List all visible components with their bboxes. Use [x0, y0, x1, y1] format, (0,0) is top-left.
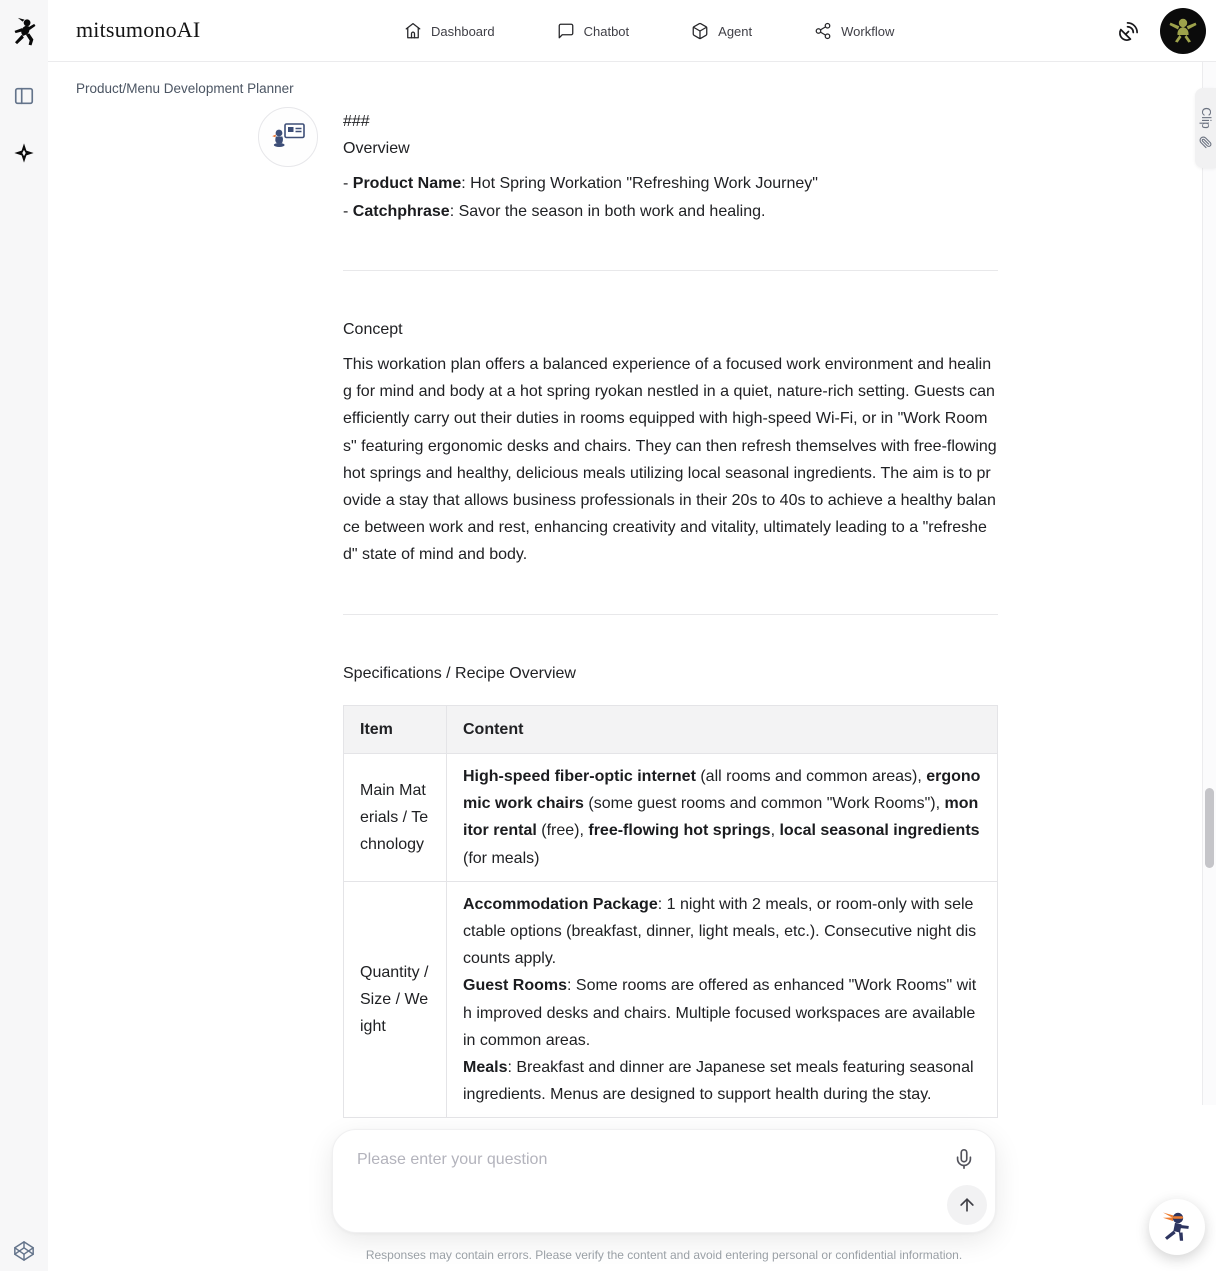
- mascot-assistant-button[interactable]: [1149, 1199, 1205, 1255]
- breadcrumb: Product/Menu Development Planner: [76, 81, 294, 96]
- table-header-item: Item: [344, 705, 447, 753]
- concept-heading: Concept: [343, 320, 403, 338]
- disclaimer-text: Responses may contain errors. Please verify the content and avoid entering personal or confidential information.: [365, 1248, 963, 1262]
- running-ninja-icon: [11, 17, 38, 48]
- divider: [343, 270, 998, 271]
- clip-tab[interactable]: [1195, 88, 1216, 168]
- panel-left-icon: [13, 85, 35, 107]
- presenting-ninja-icon: [269, 121, 307, 153]
- assistant-message: [343, 108, 998, 1118]
- nav-agent-label: Agent: [718, 23, 753, 39]
- satellite-dish-button[interactable]: [1117, 20, 1140, 43]
- satellite-dish-icon: [1117, 20, 1140, 43]
- main-nav: [404, 0, 894, 62]
- nav-workflow[interactable]: [814, 22, 894, 40]
- home-icon: [404, 22, 422, 40]
- table-cell-content: Accommodation Package: 1 night with 2 meals, or room-only with selectable options (breakfast, dinner, light meals, etc.). Consecutive night discounts apply. Guest Rooms: Some rooms are offered as enhanced "Work Rooms" with improved desks and chairs. Multiple focused workspaces are available in common areas. Meals: Breakfast and dinner are Japanese set meals featuring seasonal ingredients. Menus are designed to support health during the stay.: [447, 881, 998, 1118]
- chat-bubble-icon: [557, 22, 575, 40]
- bullet-product-name: - Product Name: Hot Spring Workation "Refreshing Work Journey": [343, 175, 818, 193]
- top-header: [48, 0, 1216, 62]
- clip-tab-label: Clip: [1199, 107, 1213, 129]
- mic-button[interactable]: [949, 1144, 979, 1174]
- user-avatar[interactable]: [1160, 8, 1206, 54]
- table-cell-item: Main Materials / Technology: [344, 754, 447, 882]
- spec-table: [343, 705, 998, 1119]
- nav-chatbot-label: Chatbot: [583, 23, 630, 39]
- nav-agent[interactable]: [691, 22, 752, 40]
- divider: [343, 614, 998, 615]
- sidebar-toggle-button[interactable]: [0, 78, 48, 114]
- nav-dashboard-label: Dashboard: [431, 23, 495, 39]
- table-header-row: [344, 705, 998, 753]
- scrollbar-thumb[interactable]: [1205, 788, 1214, 868]
- nav-chatbot[interactable]: [557, 22, 630, 40]
- clip-tab-inner: [1195, 88, 1216, 168]
- ninja-logo-icon[interactable]: [0, 14, 48, 50]
- box-icon: [691, 22, 709, 40]
- left-sidebar: [0, 0, 48, 1271]
- codepen-button[interactable]: [0, 1233, 48, 1269]
- nav-workflow-label: Workflow: [841, 23, 895, 39]
- share-network-icon: [814, 22, 832, 40]
- brand-title[interactable]: mitsumonoAI: [76, 17, 201, 42]
- nav-dashboard[interactable]: [404, 22, 495, 40]
- table-cell-item: Quantity / Size / Weight: [344, 881, 447, 1118]
- table-header-content: Content: [447, 705, 998, 753]
- send-button[interactable]: [947, 1185, 987, 1225]
- overview-heading: Overview: [343, 140, 410, 158]
- codepen-cube-icon: [13, 1240, 35, 1262]
- ai-sparkle-button[interactable]: [0, 135, 48, 171]
- table-row: [344, 754, 998, 882]
- question-input[interactable]: [357, 1144, 927, 1176]
- sparkle-icon: [13, 142, 35, 164]
- table-cell-content: High-speed fiber-optic internet (all rooms and common areas), ergonomic work chairs (some guest rooms and common "Work Rooms"), monitor rental (free), free-flowing hot springs, local seasonal ingredients (for meals): [447, 754, 998, 882]
- spec-heading: Specifications / Recipe Overview: [343, 664, 576, 682]
- ninja-mascot-icon: [1157, 1207, 1197, 1247]
- concept-paragraph: This workation plan offers a balanced experience of a focused work environment and healing for mind and body at a hot spring ryokan nestled in a quiet, nature-rich setting. Guests can efficiently carry out their duties in rooms equipped with high-speed Wi-Fi, or in "Work Rooms" featuring ergonomic desks and chairs. They can then refresh themselves with free-flowing hot springs and healthy, delicious meals utilizing local seasonal ingredients. The aim is to provide a stay that allows business professionals in their 20s to 40s to achieve a healthy balance between work and rest, enhancing creativity and vitality, ultimately leading to a "refreshed" state of mind and body.: [343, 356, 997, 564]
- arrow-up-icon: [957, 1195, 977, 1215]
- assistant-avatar: [258, 107, 318, 167]
- paperclip-icon: [1200, 136, 1213, 149]
- md-hashes: ###: [343, 113, 370, 130]
- header-right: [1117, 0, 1206, 62]
- composer: [332, 1129, 996, 1233]
- table-row: [344, 881, 998, 1118]
- bullet-catchphrase: - Catchphrase: Savor the season in both work and healing.: [343, 202, 766, 220]
- scrollbar-track: [1202, 62, 1216, 1105]
- olive-ninja-avatar-icon: [1160, 8, 1206, 54]
- microphone-icon: [953, 1148, 975, 1170]
